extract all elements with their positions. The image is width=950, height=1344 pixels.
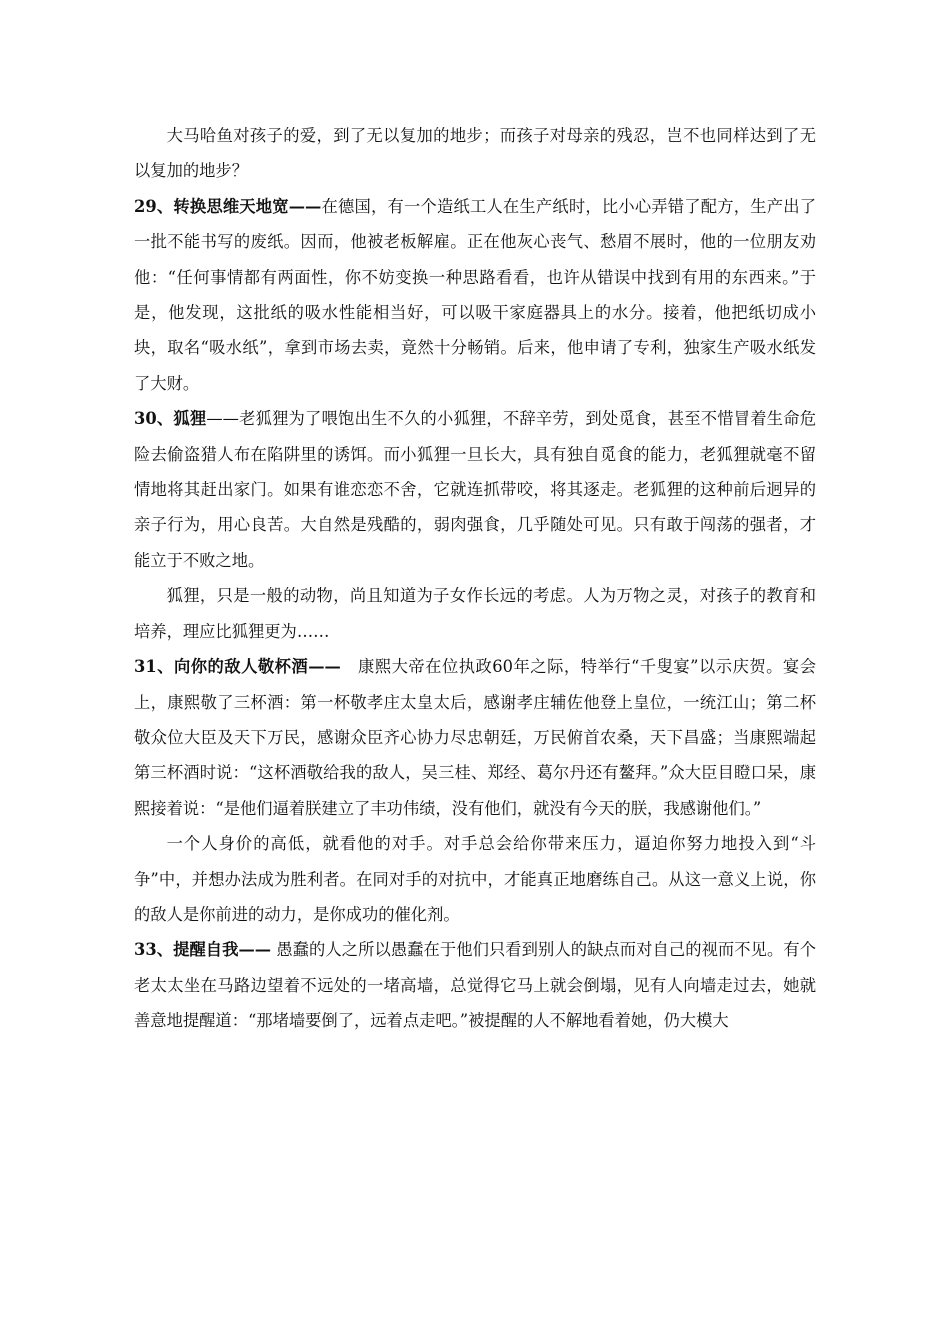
paragraph-text: 一个人身价的高低，就看他的对手。对手总会给你带来压力，逼迫你努力地投入到“斗争”中，并想办法成为胜利者。在同对手的对抗中，才能真正地磨练自己。从这一意义上说，你的敌人是你前进的动力，是你成功的催化剂。: [134, 834, 816, 924]
paragraph-text: 在德国，有一个造纸工人在生产纸时，比小心弄错了配方，生产出了一批不能书写的废纸。因而，他被老板解雇。正在他灰心丧气、愁眉不展时，他的一位朋友劝他：“任何事情都有两面性，你不妨变换一种思路看看，也许从错误中找到有用的东西来。”于是，他发现，这批纸的吸水性能相当好，可以吸干家庭器具上的水分。接着，他把纸切成小块，取名“吸水纸”，拿到市场去卖，竟然十分畅销。后来，他申请了专利，独家生产吸水纸发了大财。: [134, 196, 816, 393]
paragraph: [134, 649, 816, 826]
paragraph-text: ——老狐狸为了喂饱出生不久的小狐狸，不辞辛劳，到处觅食，甚至不惜冒着生命危险去偷盗猎人布在陷阱里的诱饵。而小狐狸一旦长大，具有独自觅食的能力，老狐狸就毫不留情地将其赶出家门。如果有谁恋恋不舍，它就连抓带咬，将其逐走。老狐狸的这种前后迥异的亲子行为，用心良苦。大自然是残酷的，弱肉强食，几乎随处可见。只有敢于闯荡的强者，才能立于不败之地。: [134, 409, 816, 570]
paragraph-text: 康熙大帝在位执政60年之际，特举行“千叟宴”以示庆贺。宴会上，康熙敬了三杯酒：第一杯敬孝庄太皇太后，感谢孝庄辅佐他登上皇位，一统江山；第二杯敬众位大臣及天下万民，感谢众臣齐心协力尽忠朝廷，万民俯首农桑，天下昌盛；当康熙端起第三杯酒时说：“这杯酒敬给我的敌人，吴三桂、郑经、葛尔丹还有鳌拜。”众大臣目瞪口呆，康熙接着说：“是他们逼着朕建立了丰功伟绩，没有他们，就没有今天的朕，我感谢他们。”: [134, 657, 816, 818]
document-body: [134, 118, 816, 1039]
paragraph: [134, 118, 816, 189]
paragraph: [134, 932, 816, 1038]
paragraph: [134, 189, 816, 401]
paragraph-text: 大马哈鱼对孩子的爱，到了无以复加的地步；而孩子对母亲的残忍，岂不也同样达到了无以复加的地步？: [134, 126, 816, 181]
paragraph-title: 31、向你的敌人敬杯酒——: [134, 657, 341, 677]
paragraph-title: 33、提醒自我——: [134, 940, 272, 960]
paragraph: [134, 578, 816, 649]
paragraph: [134, 401, 816, 578]
paragraph-title: 29、转换思维天地宽——: [134, 196, 322, 216]
paragraph-text: 狐狸，只是一般的动物，尚且知道为子女作长远的考虑。人为万物之灵，对孩子的教育和培养，理应比狐狸更为……: [134, 586, 816, 641]
paragraph-text: 愚蠢的人之所以愚蠢在于他们只看到别人的缺点而对自己的视而不见。有个老太太坐在马路边望着不远处的一堵高墙，总觉得它马上就会倒塌，见有人向墙走过去，她就善意地提醒道：“那堵墙要倒了，远着点走吧。”被提醒的人不解地看着她，仍大模大: [134, 940, 816, 1031]
paragraph-title: 30、狐狸: [134, 409, 207, 429]
paragraph: [134, 826, 816, 932]
